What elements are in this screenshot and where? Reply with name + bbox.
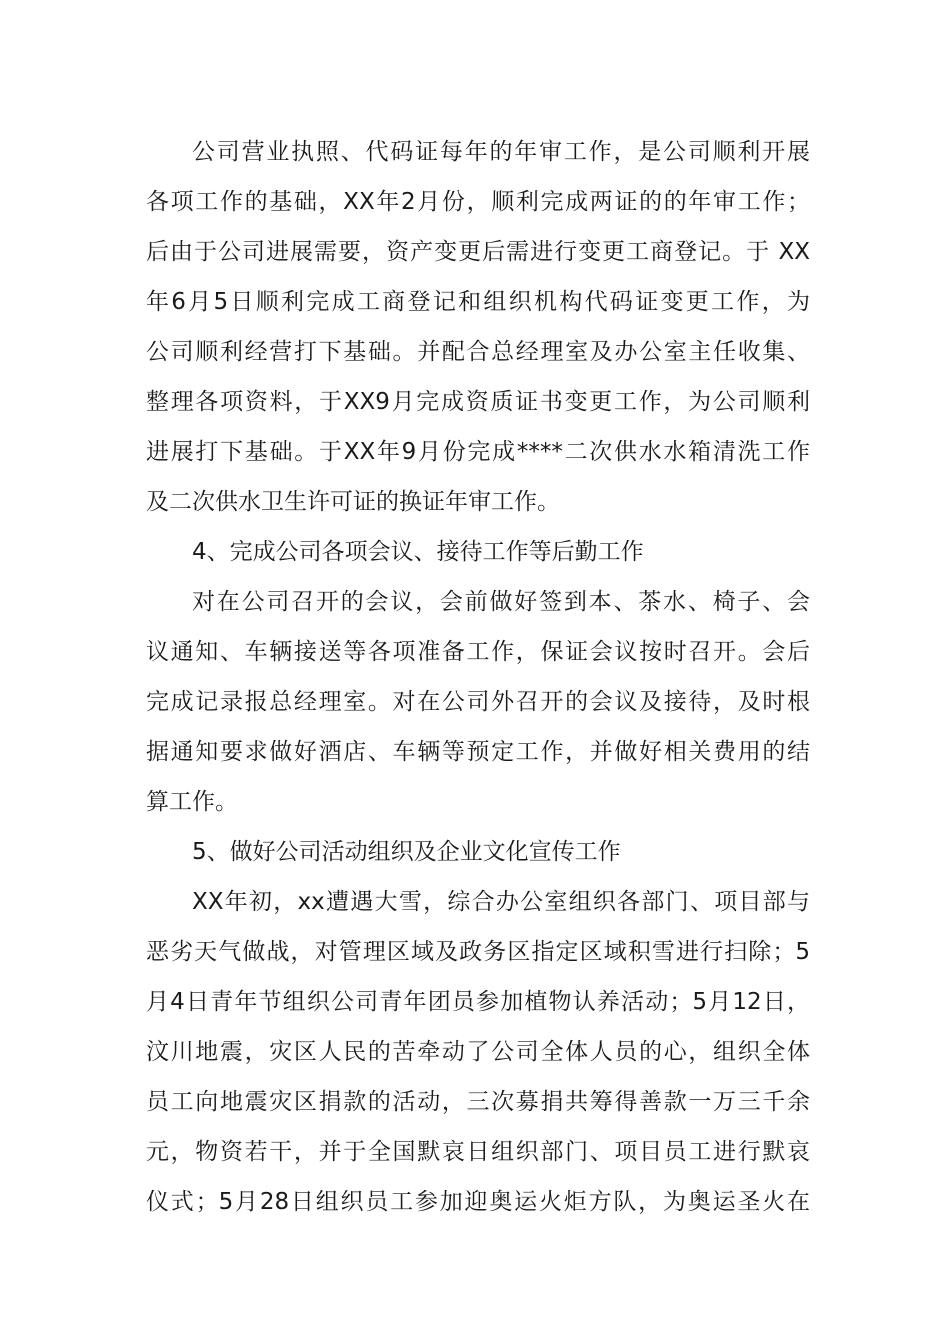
paragraph-line: 汶川地震，灾区人民的苦牵动了公司全体人员的心，组织全体 [146,1039,810,1065]
paragraph-line: 算工作。 [146,789,238,815]
paragraph-line: 对在公司召开的会议，会前做好签到本、茶水、椅子、会 [192,589,810,615]
paragraph-line: 员工向地震灾区捐款的活动，三次募捐共筹得善款一万三千余 [146,1089,810,1115]
paragraph-line: 恶劣天气做战，对管理区域及政务区指定区域积雪进行扫除；5 [146,939,810,965]
paragraph-line: 整理各项资料，于XX9月完成资质证书变更工作，为公司顺利 [146,389,810,415]
paragraph-line: 公司营业执照、代码证每年的年审工作，是公司顺利开展 [192,139,810,165]
section-heading: 5、做好公司活动组织及企业文化宣传工作 [192,839,621,865]
paragraph-line: 年6月5日顺利完成工商登记和组织机构代码证变更工作，为 [146,289,810,315]
paragraph-line: 后由于公司进展需要，资产变更后需进行变更工商登记。于 XX [146,239,810,265]
paragraph-line: XX年初，xx遭遇大雪，综合办公室组织各部门、项目部与 [192,889,810,915]
paragraph-line: 据通知要求做好酒店、车辆等预定工作，并做好相关费用的结 [146,739,810,765]
paragraph-line: 完成记录报总经理室。对在公司外召开的会议及接待，及时根 [146,689,810,715]
paragraph-line: 公司顺利经营打下基础。并配合总经理室及办公室主任收集、 [146,339,810,365]
paragraph-line: 及二次供水卫生许可证的换证年审工作。 [146,489,560,515]
paragraph-line: 元，物资若干，并于全国默哀日组织部门、项目员工进行默哀 [146,1139,810,1165]
paragraph-line: 仪式；5月28日组织员工参加迎奥运火炬方队，为奥运圣火在 [146,1189,810,1215]
paragraph-line: 各项工作的基础，XX年2月份，顺利完成两证的的年审工作； [146,189,810,215]
section-heading: 4、完成公司各项会议、接待工作等后勤工作 [192,539,644,565]
paragraph-line: 月4日青年节组织公司青年团员参加植物认养活动；5月12日， [146,989,810,1015]
paragraph-line: 议通知、车辆接送等各项准备工作，保证会议按时召开。会后 [146,639,810,665]
paragraph-line: 进展打下基础。于XX年9月份完成****二次供水水箱清洗工作 [146,439,810,465]
